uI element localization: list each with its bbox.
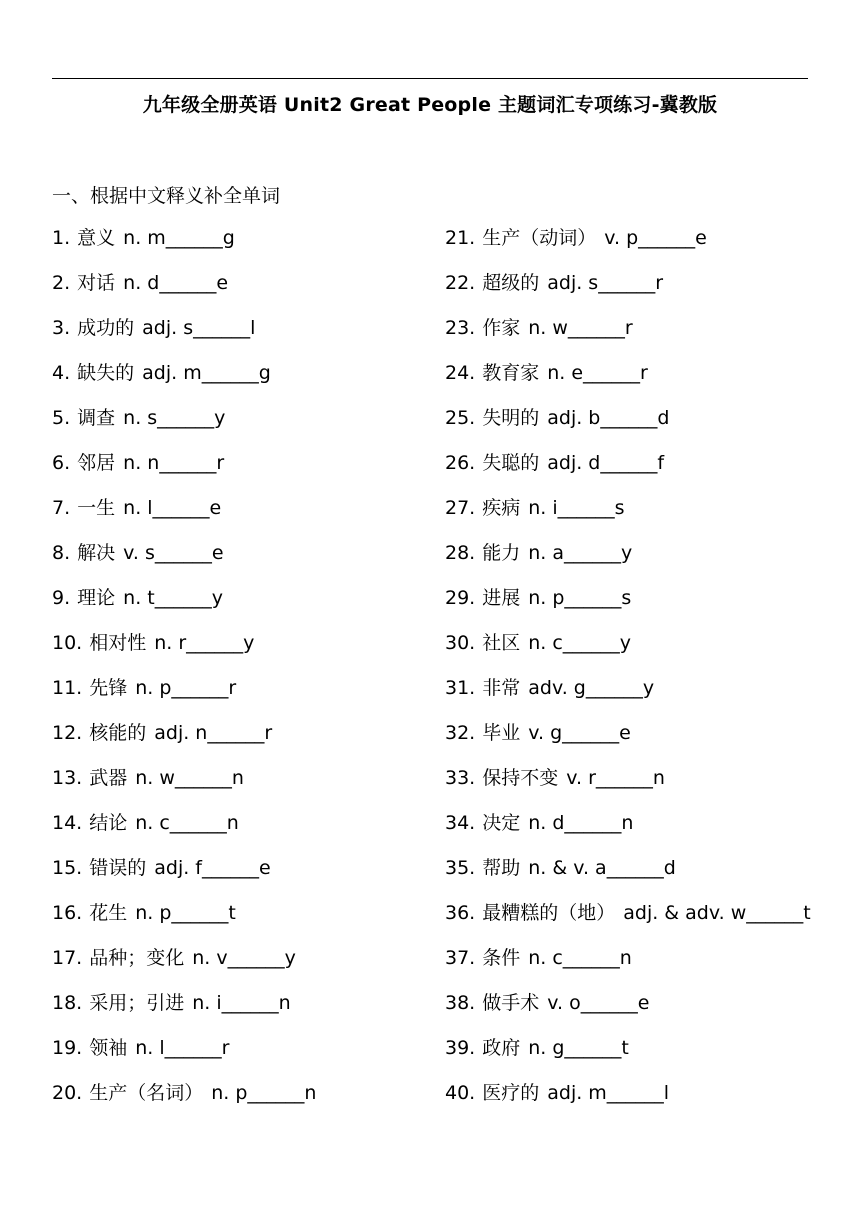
- item-chinese-meaning: 缺失的: [77, 362, 135, 384]
- item-word-blank: n. & v. a______d: [528, 857, 676, 879]
- item-number: 16.: [52, 902, 83, 924]
- item-word-blank: v. g______e: [528, 722, 631, 744]
- exercise-item: [445, 450, 835, 495]
- item-word-blank: n. c______n: [528, 947, 632, 969]
- item-chinese-meaning: 先锋: [89, 677, 128, 699]
- exercise-column-left: [52, 225, 437, 1125]
- item-word-blank: n. p______n: [211, 1082, 317, 1104]
- item-number: 26.: [445, 452, 476, 474]
- item-word-blank: adj. s______l: [142, 317, 256, 339]
- item-chinese-meaning: 失聪的: [482, 452, 540, 474]
- exercise-item: [445, 495, 835, 540]
- item-number: 7.: [52, 497, 71, 519]
- item-word-blank: n. m______g: [123, 227, 235, 249]
- item-chinese-meaning: 理论: [77, 587, 116, 609]
- exercise-item: [445, 675, 835, 720]
- item-chinese-meaning: 疾病: [482, 497, 521, 519]
- item-word-blank: adj. b______d: [547, 407, 670, 429]
- exercise-item: [52, 450, 437, 495]
- item-number: 8.: [52, 542, 71, 564]
- item-chinese-meaning: 对话: [77, 272, 116, 294]
- item-number: 9.: [52, 587, 71, 609]
- item-chinese-meaning: 失明的: [482, 407, 540, 429]
- item-word-blank: n. g______t: [528, 1037, 629, 1059]
- exercise-item: [52, 1035, 437, 1080]
- item-word-blank: adj. n______r: [154, 722, 273, 744]
- item-word-blank: n. s______y: [123, 407, 226, 429]
- item-chinese-meaning: 帮助: [482, 857, 521, 879]
- item-word-blank: n. p______r: [135, 677, 237, 699]
- exercise-item: [52, 225, 437, 270]
- exercise-item: [445, 225, 835, 270]
- item-number: 13.: [52, 767, 83, 789]
- item-chinese-meaning: 错误的: [89, 857, 147, 879]
- item-chinese-meaning: 教育家: [482, 362, 540, 384]
- section-heading: 一、根据中文释义补全单词: [52, 185, 281, 207]
- exercise-item: [52, 1080, 437, 1125]
- item-number: 20.: [52, 1082, 83, 1104]
- item-number: 10.: [52, 632, 83, 654]
- item-number: 23.: [445, 317, 476, 339]
- item-chinese-meaning: 解决: [77, 542, 116, 564]
- item-chinese-meaning: 政府: [482, 1037, 521, 1059]
- exercise-item: [52, 585, 437, 630]
- exercise-item: [52, 900, 437, 945]
- item-word-blank: n. l______e: [123, 497, 222, 519]
- exercise-item: [52, 855, 437, 900]
- exercise-item: [445, 720, 835, 765]
- item-chinese-meaning: 毕业: [482, 722, 521, 744]
- item-number: 31.: [445, 677, 476, 699]
- item-word-blank: n. p______t: [135, 902, 236, 924]
- exercise-item: [445, 270, 835, 315]
- item-chinese-meaning: 社区: [482, 632, 521, 654]
- item-word-blank: n. c______n: [135, 812, 239, 834]
- exercise-item: [445, 630, 835, 675]
- item-word-blank: n. d______e: [123, 272, 229, 294]
- item-word-blank: n. c______y: [528, 632, 632, 654]
- exercise-item: [52, 810, 437, 855]
- exercise-item: [52, 270, 437, 315]
- item-chinese-meaning: 调查: [77, 407, 116, 429]
- exercise-item: [445, 540, 835, 585]
- exercise-item: [445, 1035, 835, 1080]
- item-chinese-meaning: 医疗的: [482, 1082, 540, 1104]
- exercise-item: [445, 360, 835, 405]
- exercise-item: [52, 360, 437, 405]
- item-number: 4.: [52, 362, 71, 384]
- item-number: 35.: [445, 857, 476, 879]
- exercise-item: [445, 855, 835, 900]
- item-number: 19.: [52, 1037, 83, 1059]
- item-number: 34.: [445, 812, 476, 834]
- item-chinese-meaning: 生产（名词）: [89, 1082, 204, 1104]
- exercise-item: [52, 315, 437, 360]
- item-word-blank: n. e______r: [547, 362, 648, 384]
- item-word-blank: n. i______n: [192, 992, 291, 1014]
- item-number: 37.: [445, 947, 476, 969]
- item-chinese-meaning: 武器: [89, 767, 128, 789]
- exercise-item: [52, 540, 437, 585]
- item-word-blank: n. d______n: [528, 812, 634, 834]
- item-word-blank: adj. d______f: [547, 452, 665, 474]
- item-chinese-meaning: 最糟糕的（地）: [482, 902, 616, 924]
- item-number: 1.: [52, 227, 71, 249]
- exercise-item: [52, 630, 437, 675]
- exercise-item: [445, 585, 835, 630]
- item-chinese-meaning: 邻居: [77, 452, 116, 474]
- item-chinese-meaning: 进展: [482, 587, 521, 609]
- item-number: 25.: [445, 407, 476, 429]
- item-word-blank: v. o______e: [547, 992, 650, 1014]
- item-word-blank: v. s______e: [123, 542, 224, 564]
- exercise-item: [445, 1080, 835, 1125]
- exercise-column-right: [445, 225, 835, 1125]
- exercise-item: [445, 810, 835, 855]
- exercise-item: [52, 765, 437, 810]
- item-number: 5.: [52, 407, 71, 429]
- item-number: 27.: [445, 497, 476, 519]
- item-number: 3.: [52, 317, 71, 339]
- item-chinese-meaning: 核能的: [89, 722, 147, 744]
- item-number: 14.: [52, 812, 83, 834]
- item-word-blank: adj. f______e: [154, 857, 271, 879]
- exercise-item: [52, 945, 437, 990]
- item-chinese-meaning: 能力: [482, 542, 521, 564]
- item-chinese-meaning: 成功的: [77, 317, 135, 339]
- item-number: 28.: [445, 542, 476, 564]
- item-chinese-meaning: 一生: [77, 497, 116, 519]
- item-number: 40.: [445, 1082, 476, 1104]
- item-word-blank: n. n______r: [123, 452, 225, 474]
- item-chinese-meaning: 决定: [482, 812, 521, 834]
- header-rule: [52, 78, 808, 79]
- exercise-item: [52, 675, 437, 720]
- item-word-blank: v. p______e: [604, 227, 707, 249]
- item-chinese-meaning: 品种；变化: [89, 947, 185, 969]
- item-number: 39.: [445, 1037, 476, 1059]
- item-number: 17.: [52, 947, 83, 969]
- item-word-blank: n. v______y: [192, 947, 296, 969]
- item-number: 33.: [445, 767, 476, 789]
- item-chinese-meaning: 做手术: [482, 992, 540, 1014]
- exercise-item: [52, 720, 437, 765]
- item-word-blank: adj. m______l: [547, 1082, 670, 1104]
- item-word-blank: adj. s______r: [547, 272, 664, 294]
- item-word-blank: v. r______n: [566, 767, 665, 789]
- item-word-blank: n. l______r: [135, 1037, 230, 1059]
- exercise-item: [445, 315, 835, 360]
- exercise-item: [52, 990, 437, 1035]
- item-chinese-meaning: 花生: [89, 902, 128, 924]
- item-chinese-meaning: 相对性: [89, 632, 147, 654]
- item-word-blank: n. a______y: [528, 542, 633, 564]
- item-number: 21.: [445, 227, 476, 249]
- item-word-blank: adj. & adv. w______t: [623, 902, 811, 924]
- item-chinese-meaning: 领袖: [89, 1037, 128, 1059]
- item-word-blank: n. r______y: [154, 632, 255, 654]
- item-number: 30.: [445, 632, 476, 654]
- exercise-item: [445, 900, 835, 945]
- item-number: 36.: [445, 902, 476, 924]
- item-word-blank: adv. g______y: [528, 677, 655, 699]
- item-chinese-meaning: 条件: [482, 947, 521, 969]
- item-word-blank: n. w______n: [135, 767, 244, 789]
- exercise-item: [445, 945, 835, 990]
- item-number: 29.: [445, 587, 476, 609]
- item-number: 12.: [52, 722, 83, 744]
- item-number: 2.: [52, 272, 71, 294]
- item-word-blank: adj. m______g: [142, 362, 271, 384]
- exercise-item: [52, 405, 437, 450]
- item-chinese-meaning: 意义: [77, 227, 116, 249]
- item-number: 38.: [445, 992, 476, 1014]
- item-chinese-meaning: 非常: [482, 677, 521, 699]
- item-chinese-meaning: 结论: [89, 812, 128, 834]
- exercise-item: [445, 405, 835, 450]
- item-word-blank: n. w______r: [528, 317, 633, 339]
- item-number: 11.: [52, 677, 83, 699]
- item-number: 15.: [52, 857, 83, 879]
- item-number: 22.: [445, 272, 476, 294]
- exercise-item: [445, 765, 835, 810]
- item-chinese-meaning: 作家: [482, 317, 521, 339]
- item-number: 18.: [52, 992, 83, 1014]
- item-word-blank: n. i______s: [528, 497, 625, 519]
- item-number: 24.: [445, 362, 476, 384]
- item-chinese-meaning: 保持不变: [482, 767, 559, 789]
- document-title: 九年级全册英语 Unit2 Great People 主题词汇专项练习-冀教版: [142, 94, 718, 116]
- exercise-item: [445, 990, 835, 1035]
- exercise-item: [52, 495, 437, 540]
- item-chinese-meaning: 采用；引进: [89, 992, 185, 1014]
- item-chinese-meaning: 生产（动词）: [482, 227, 597, 249]
- item-word-blank: n. p______s: [528, 587, 632, 609]
- item-chinese-meaning: 超级的: [482, 272, 540, 294]
- item-word-blank: n. t______y: [123, 587, 223, 609]
- item-number: 32.: [445, 722, 476, 744]
- item-number: 6.: [52, 452, 71, 474]
